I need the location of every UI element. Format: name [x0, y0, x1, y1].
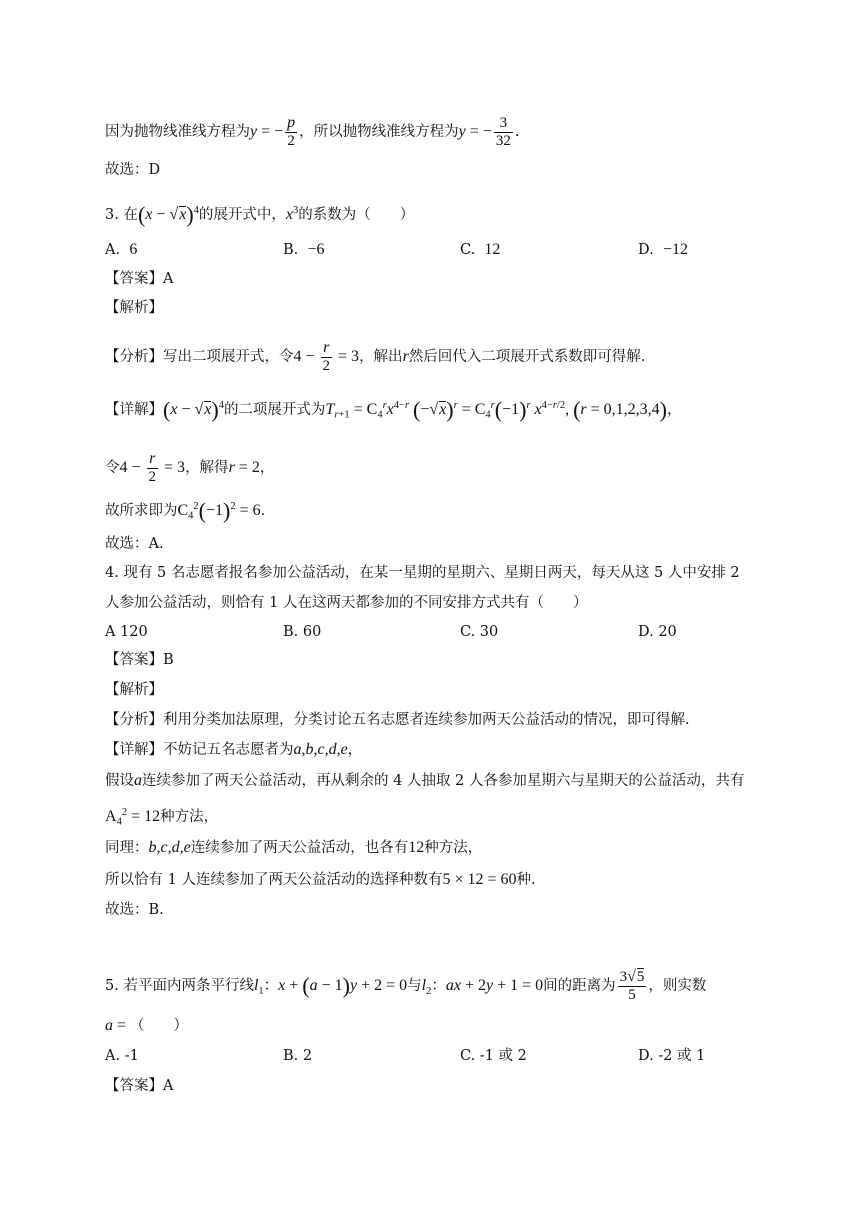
q4-answer: 【答案】B	[105, 652, 174, 668]
q4-same: 同理：b,c,d,e连续参加了两天公益活动，也各有12种方法，	[105, 839, 483, 856]
q5-option-b: B. 2	[283, 1048, 313, 1064]
text: .	[514, 124, 520, 140]
q3-xiangjie: 【详解】$(x - √x)^4$的二项展开式为$T_{r+1} = C_4^rx^{4-r}$ $(-√x)^r = C_4^r(-1)^r$ $x^{4-r/2}$, (r = 0,1,2,3,4)，	[105, 396, 682, 422]
fraction-3-over-32: $\frac{3}{32}$	[495, 114, 511, 149]
q4-fenxi: 【分析】利用分类加法原理，分类讨论五名志愿者连续参加两天公益活动的情况，即可得解.	[105, 712, 690, 728]
prev-directrix-line: 因为抛物线准线方程为y = − $\frac{p}{2}$ ，所以抛物线准线方程为y = − $\frac{3}{32}$ .	[105, 114, 520, 149]
fraction-p-over-2: $\frac{p}{2}$	[287, 114, 296, 149]
q5-option-d: D. -2 或 1	[638, 1048, 706, 1064]
q5-option-a: A. -1	[105, 1048, 139, 1064]
q4-option-c: C. 30	[460, 624, 499, 640]
q3-gusuo: 故所求即为$C_4^2(-1)^2 = 6$.	[105, 497, 266, 523]
q3-answer: 【答案】A	[105, 271, 174, 287]
q4-stem-line2: 人参加公益活动，则恰有 1 人在这两天都参加的不同安排方式共有（ ）	[105, 595, 588, 611]
q5-stem-line2: a = （ ）	[105, 1017, 189, 1034]
text: 的系数为（ ）	[298, 206, 415, 223]
q3-option-b: B. −6	[283, 241, 325, 258]
q5-answer: 【答案】A	[105, 1078, 174, 1094]
text: 因为抛物线准线方程为	[105, 124, 250, 140]
fraction-r-over-2: $\frac{r}{2}$	[148, 450, 157, 485]
q5-stem-line1: 5. 若平面内两条平行线$l_1$：x + (a − 1)y + 2 = 0与$l_2$：ax + 2y + 1 = 0间的距离为 $\frac{3√5}{5}$ ，则实数	[105, 968, 707, 1003]
q4-option-d: D. 20	[638, 624, 677, 640]
question-number: 3. 在	[105, 206, 138, 223]
q3-analysis-heading: 【解析】	[105, 300, 163, 316]
q3-fenxi: 【分析】写出二项展开式，令4 − $\frac{r}{2}$ = 3，解出r然后回代入二项展开式系数即可得解.	[105, 339, 646, 374]
text: 的展开式中，	[198, 206, 286, 223]
q3-option-d: D. −12	[638, 241, 688, 258]
q4-option-b: B. 60	[283, 624, 322, 640]
q4-methods: $A_4^2 = 12$种方法，	[105, 807, 219, 828]
prev-answer: 故选：D	[105, 162, 161, 178]
q3-stem: 3. 在$(x - √x)^4$的展开式中，$x^3$的系数为（ ）	[105, 201, 415, 227]
q3-option-c: C. 12	[460, 241, 501, 258]
q4-choose: 故选：B.	[105, 902, 164, 918]
q4-assume: 假设a连续参加了两天公益活动，再从剩余的 4 人抽取 2 人各参加星期六与星期天的公益活动，共有	[105, 772, 745, 789]
q5-option-c: C. -1 或 2	[460, 1048, 527, 1064]
q3-option-a: A. 6	[105, 241, 138, 258]
q4-option-a: A 120	[105, 624, 148, 640]
text: ，所以抛物线准线方程为	[299, 124, 459, 140]
q3-ling: 令4 − $\frac{r}{2}$ = 3，解得r = 2，	[105, 450, 275, 485]
q4-analysis-heading: 【解析】	[105, 682, 163, 698]
fraction-r-over-2: $\frac{r}{2}$	[322, 339, 331, 374]
q4-xiangjie: 【详解】不妨记五名志愿者为a,b,c,d,e，	[105, 741, 363, 758]
q3-choose: 故选：A.	[105, 536, 164, 552]
q4-total: 所以恰有 1 人连续参加了两天公益活动的选择种数有5 × 12 = 60种.	[105, 871, 536, 888]
fraction-3sqrt5-over-5: $\frac{3√5}{5}$	[619, 968, 645, 1003]
q4-stem-line1: 4. 现有 5 名志愿者报名参加公益活动，在某一星期的星期六、星期日两天，每天从这 5 人中安排 2	[105, 565, 740, 581]
